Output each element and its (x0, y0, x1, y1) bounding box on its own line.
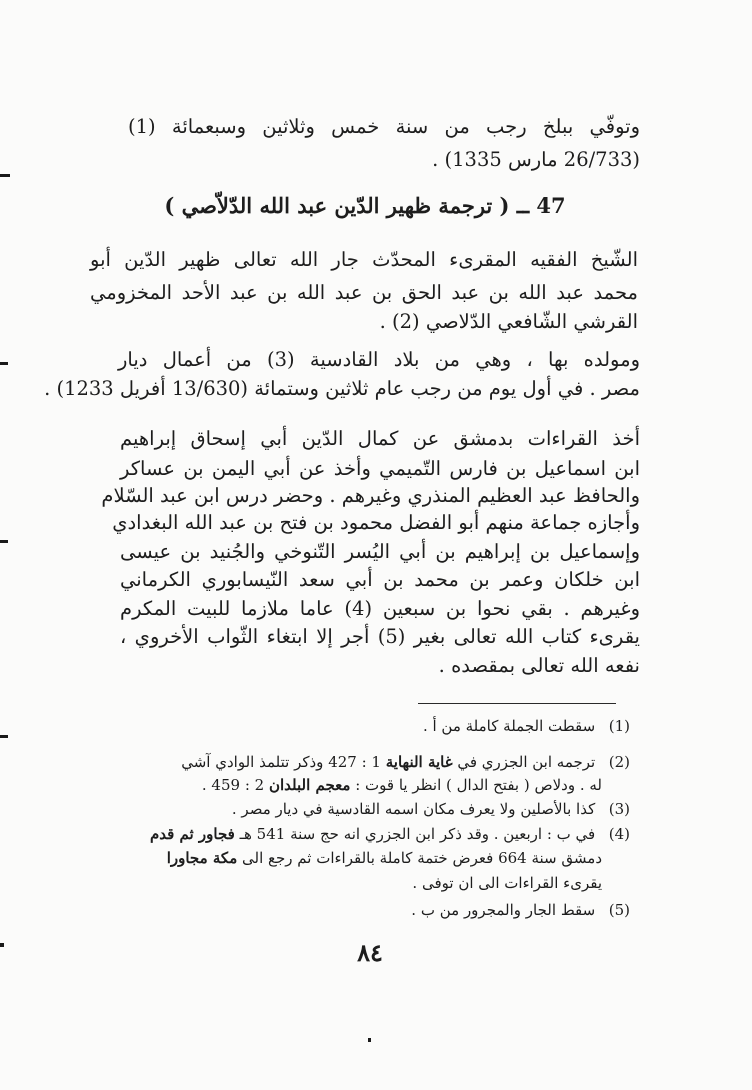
footnote-2-text-d: 2 : 459 . (201, 776, 265, 794)
intro-line-1: وتوفّي ببلخ رجب من سنة خمس وثلاثين وسبعمائة (1) (128, 115, 640, 138)
footnote-2-text-a: ترجمه ابن الجزري في (457, 753, 596, 771)
footnote-1-number: (1) (608, 717, 630, 735)
footnote-3-text: كذا بالأصلين ولا يعرف مكان اسمه القادسية في ديار مصر . (231, 800, 596, 818)
footnote-2-book-title-2: معجم البلدان (268, 776, 351, 794)
para3-line-3: والحافظ عبد العظيم المنذري وغيرهم . وحضر درس ابن عبد السّلام (101, 484, 640, 507)
footnote-4-bold-b: مكة مجاورا (166, 849, 238, 867)
intro-line-2: (26/733 مارس 1335) . (432, 148, 640, 171)
footnote-4-line-3: يقرىء القراءات الى ان توفى . (412, 874, 602, 892)
footnote-4-text-a: في ب : اربعين . وقد ذكر ابن الجزري انه حج سنة 541 هـ (239, 825, 596, 843)
footnote-2-line-2 (100, 775, 602, 796)
footnote-4-line-1 (100, 824, 630, 845)
footnote-3-number: (3) (608, 800, 630, 818)
para1-line-1: الشّيخ الفقيه المقرىء المحدّث جار الله تعالى ظهير الدّين أبو (90, 248, 638, 271)
para3-line-8: يقرىء كتاب الله تعالى بغير (5) أجر إلا ابتغاء الثّواب الأخروي ، (120, 625, 640, 648)
footnote-4-line-2 (100, 848, 602, 869)
scan-mark (0, 362, 8, 365)
footnote-2-book-title: غاية النهاية (385, 753, 453, 771)
scan-mark (368, 1038, 371, 1042)
para3-line-4: وأجازه جماعة منهم أبو الفضل محمود بن فتح بن عبد الله البغدادي (112, 511, 640, 534)
footnote-separator (418, 703, 616, 704)
footnote-2-text-c: له . ودلاص ( بفتح الدال ) انظر يا قوت : (355, 776, 602, 794)
footnote-2-number: (2) (608, 753, 630, 771)
footnote-2-text-b: 1 : 427 وذكر تتلمذ الوادي آشي (181, 753, 381, 771)
footnote-1-text: سقطت الجملة كاملة من أ . (422, 717, 596, 735)
scan-mark (0, 174, 10, 177)
para3-line-7: وغيرهم . بقي نحوا بن سبعين (4) عاما ملازما للبيت المكرم (120, 597, 640, 620)
scan-mark (0, 735, 8, 738)
footnote-4-text-b: دمشق سنة 664 فعرض ختمة كاملة بالقراءات ثم رجع الى (242, 849, 602, 867)
para3-line-5: وإسماعيل بن إبراهيم بن أبي اليُسر التّنوخي والجُنيد بن عيسى (120, 540, 640, 563)
footnote-4-number: (4) (608, 825, 630, 843)
para3-line-6: ابن خلكان وعمر بن محمد بن أبي سعد النّيسابوري الكرماني (120, 568, 640, 591)
para1-line-2: محمد عبد الله بن عبد الحق بن عبد الله بن عبد الأحد المخزومي (90, 281, 638, 304)
scan-mark (0, 540, 8, 543)
scan-mark (0, 943, 4, 947)
para3-line-2: ابن اسماعيل بن فارس التّميمي وأخذ عن أبي اليمن بن عساكر (120, 457, 640, 480)
footnote-2-line-1 (100, 752, 630, 773)
para3-line-1: أخذ القراءات بدمشق عن كمال الدّين أبي إسحاق إبراهيم (120, 427, 640, 450)
para2-line-1: ومولده بها ، وهي من بلاد القادسية (3) من أعمال ديار (118, 348, 640, 371)
footnote-5 (100, 900, 630, 921)
footnote-4-bold-a: فجاور ثم قدم (149, 825, 235, 843)
biography-heading: 47 ــ ( ترجمة ظهير الدّين عبد الله الدّلاّصي ) (164, 193, 566, 218)
footnote-1 (100, 716, 630, 737)
page-number: ٨٤ (357, 938, 383, 967)
footnote-5-number: (5) (608, 901, 630, 919)
para1-line-3: القرشي الشّافعي الدّلاصي (2) . (379, 310, 638, 333)
para3-line-9: نفعه الله تعالى بمقصده . (438, 654, 640, 677)
footnote-3 (100, 799, 630, 820)
para2-line-2: مصر . في أول يوم من رجب عام ثلاثين وستمائة (13/630 أفريل 1233) . (44, 377, 640, 400)
footnote-5-text: سقط الجار والمجرور من ب . (411, 901, 596, 919)
